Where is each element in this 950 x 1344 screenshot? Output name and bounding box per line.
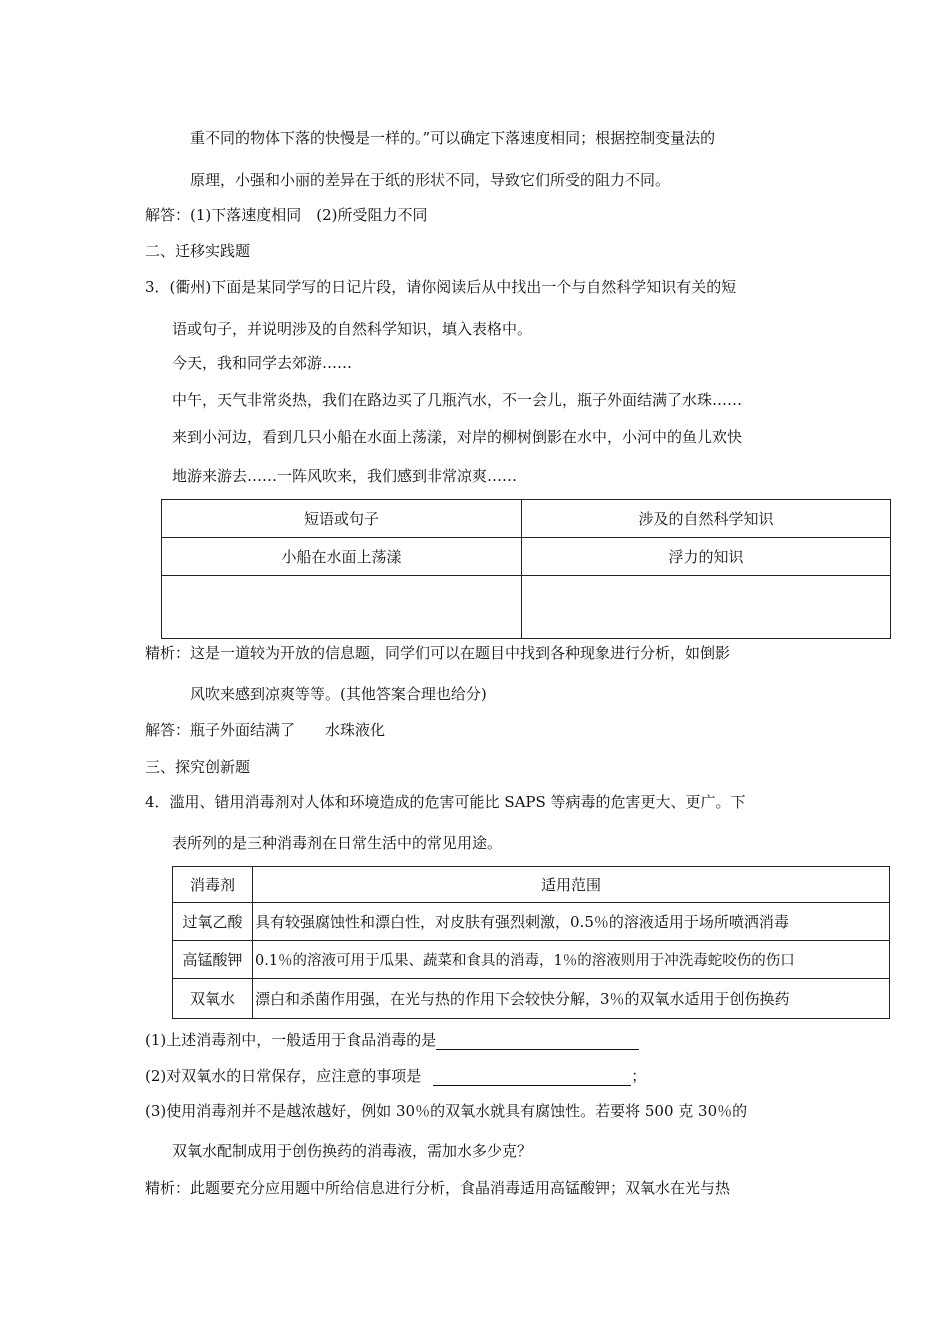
disinfectant-table [172,866,890,1019]
table-cell: 小船在水面上荡漾 [162,538,522,576]
text-line: 原理，小强和小丽的差异在于纸的形状不同，导致它们所受的阻力不同。 [190,171,671,189]
sub-question-1 [145,1030,639,1050]
answer-line: 解答：(1)下落速度相同 (2)所受阻力不同 [145,206,428,224]
answer-blank[interactable] [433,1069,631,1086]
question-text: ； [631,1067,647,1085]
answer-line: 解答：瓶子外面结满了 水珠液化 [145,721,386,739]
question-text: (2)对双氧水的日常保存，应注意的事项是 [145,1067,422,1085]
table-cell: 漂白和杀菌作用强，在光与热的作用下会较快分解，3％的双氧水适用于创伤换药 [253,979,890,1019]
answer-table [161,499,891,639]
table-cell: 过氧乙酸 [173,903,253,941]
text-line: 重不同的物体下落的快慢是一样的。”可以确定下落速度相同；根据控制变量法的 [190,129,716,147]
analysis-line: 精析：这是一道较为开放的信息题，同学们可以在题目中找到各种现象进行分析，如倒影 [145,644,731,662]
table-cell: 双氧水 [173,979,253,1019]
section-heading: 三、探究创新题 [145,758,251,776]
question-text: (1)上述消毒剂中，一般适用于食品消毒的是 [145,1031,437,1049]
answer-blank[interactable] [436,1033,639,1050]
text-line: 风吹来感到凉爽等等。(其他答案合理也给分) [190,685,487,703]
sub-question-3: (3)使用消毒剂并不是越浓越好，例如 30％的双氧水就具有腐蚀性。若要将 500 克 30％的 [145,1102,748,1120]
table-cell: 高锰酸钾 [173,941,253,979]
table-cell: 0.1％的溶液可用于瓜果、蔬菜和食具的消毒，1％的溶液则用于冲洗毒蛇咬伤的伤口 [253,941,890,979]
diary-line: 来到小河边，看到几只小船在水面上荡漾，对岸的柳树倒影在水中，小河中的鱼儿欢快 [172,428,743,446]
table-header: 短语或句子 [162,500,522,538]
diary-line: 地游来游去……一阵风吹来，我们感到非常凉爽…… [172,467,518,485]
section-heading: 二、迁移实践题 [145,242,251,260]
diary-line: 今天，我和同学去郊游…… [172,354,353,372]
question-3: 3．(衢州)下面是某同学写的日记片段，请你阅读后从中找出一个与自然科学知识有关的短 [145,278,737,296]
sub-question-2 [145,1066,646,1086]
analysis-line: 精析：此题要充分应用题中所给信息进行分析，食晶消毒适用高锰酸钾；双氧水在光与热 [145,1179,731,1197]
table-header: 消毒剂 [173,867,253,903]
text-line: 语或句子，并说明涉及的自然科学知识，填入表格中。 [172,320,533,338]
diary-line: 中午，天气非常炎热，我们在路边买了几瓶汽水，不一会儿，瓶子外面结满了水珠…… [172,391,743,409]
table-header: 适用范围 [253,867,890,903]
question-4: 4．滥用、错用消毒剂对人体和环境造成的危害可能比 SAPS 等病毒的危害更大、更广。下 [145,793,746,811]
table-cell: 具有较强腐蚀性和漂白性，对皮肤有强烈刺激，0.5％的溶液适用于场所喷洒消毒 [253,903,890,941]
table-cell [162,576,522,639]
table-header: 涉及的自然科学知识 [522,500,891,538]
table-cell [522,576,891,639]
text-line: 表所列的是三种消毒剂在日常生活中的常见用途。 [172,834,503,852]
table-cell: 浮力的知识 [522,538,891,576]
text-line: 双氧水配制成用于创伤换药的消毒液，需加水多少克？ [172,1142,533,1160]
